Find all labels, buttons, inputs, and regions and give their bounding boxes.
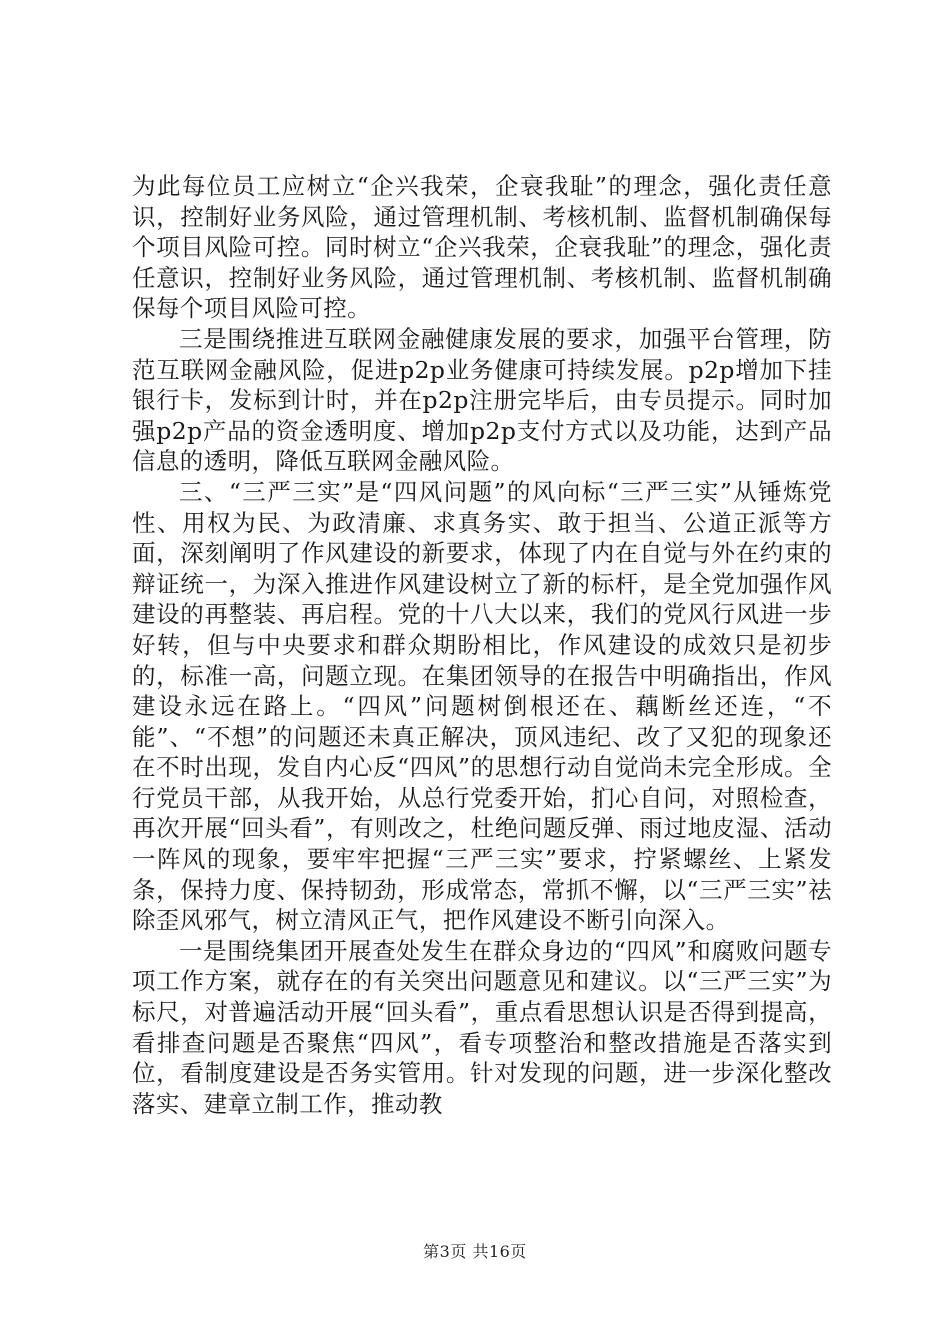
paragraph-continuation: 为此每位员工应树立“企兴我荣，企衰我耻”的理念，强化责任意识，控制好业务风险，通过管理机制、考核机制、监督机制确保每个项目风险可控。同时树立“企兴我荣，企衰我耻”的理念，强化责任意识，控制好业务风险，通过管理机制、考核机制、监督机制确保每个项目风险可控。 (132, 172, 832, 323)
document-body (132, 171, 832, 1119)
paragraph-p2p-risk: 三是围绕推进互联网金融健康发展的要求，加强平台管理，防范互联网金融风险，促进p2p业务健康可持续发展。p2p增加下挂银行卡，发标到计时，并在p2p注册完毕后，由专员提示。同时加强p2p产品的资金透明度、增加p2p支付方式以及功能，达到产品信息的透明，降低互联网金融风险。 (132, 324, 832, 476)
paragraph-four-winds-review: 一是围绕集团开展查处发生在群众身边的“四风”和腐败问题专项工作方案，就存在的有关突出问题意见和建议。以“三严三实”为标尺，对普遍活动开展“回头看”，重点看思想认识是否得到提高，看排查问题是否聚焦“四风”，看专项整治和整改措施是否落实到位，看制度建设是否务实管用。针对发现的问题，进一步深化整改落实、建章立制工作，推动教 (132, 936, 832, 1118)
paragraph-three-strict-three-solid: 三、“三严三实”是“四风问题”的风向标“三严三实”从锤炼党性、用权为民、为政清廉、求真务实、敢于担当、公道正派等方面，深刻阐明了作风建设的新要求，体现了内在自觉与外在约束的辩证统一，为深入推进作风建设树立了新的标杆，是全党加强作风建设的再整装、再启程。党的十八大以来，我们的党风行风进一步好转，但与中央要求和群众期盼相比，作风建设的成效只是初步的，标准一高，问题立现。在集团领导的在报告中明确指出，作风建设永远在路上。“四风”问题树倒根还在、藕断丝还连，“不能”、“不想”的问题还未真正解决，顶风违纪、改了又犯的现象还在不时出现，发自内心反“四风”的思想行动自觉尚未完全形成。全行党员干部，从我开始，从总行党委开始，扪心自问，对照检查，再次开展“回头看”，有则改之，杜绝问题反弹、雨过地皮湿、活动一阵风的现象，要牢牢把握“三严三实”要求，拧紧螺丝、上紧发条，保持力度、保持韧劲，形成常态，常抓不懈，以“三严三实”祛除歪风邪气，树立清风正气，把作风建设不断引向深入。 (132, 477, 832, 935)
page-number-footer: 第3页 共16页 (423, 1242, 527, 1261)
